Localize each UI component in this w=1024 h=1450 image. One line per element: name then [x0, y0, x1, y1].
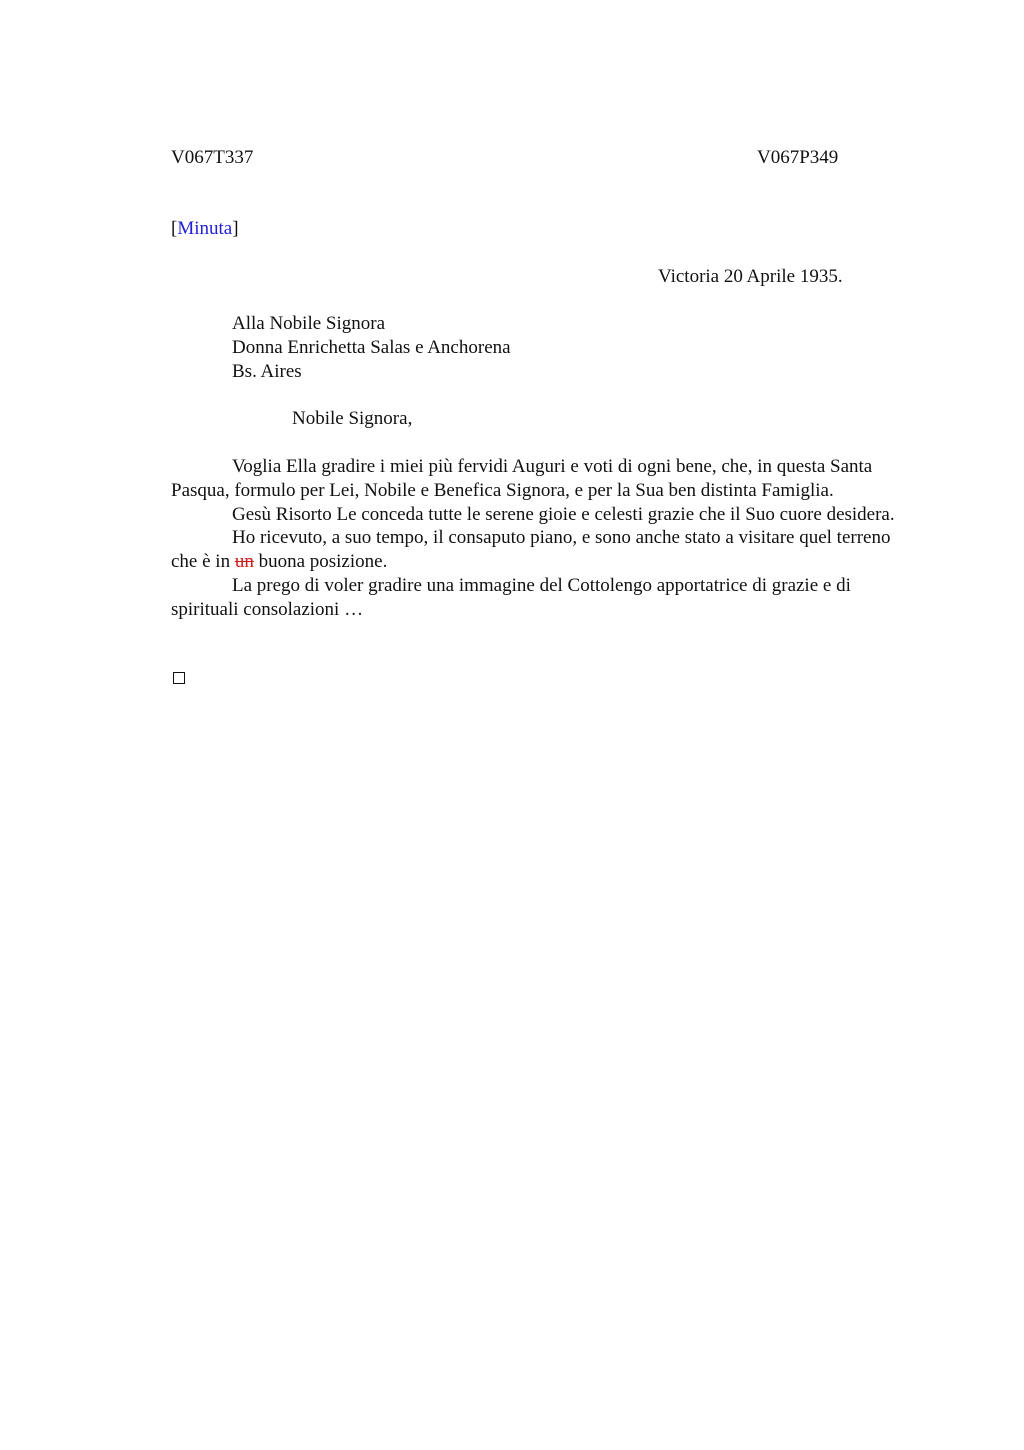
- letter-body: [171, 455, 911, 622]
- minuta-link[interactable]: Minuta: [177, 218, 233, 239]
- square-outline-icon: [173, 672, 185, 684]
- document-code-right: V067P349: [757, 147, 839, 168]
- paragraph-2: Gesù Risorto Le conceda tutte le serene gioie e celesti grazie che il Suo cuore desidera.: [232, 503, 895, 525]
- letter-date: Victoria 20 Aprile 1935.: [658, 266, 843, 287]
- document-code-left: V067T337: [171, 147, 254, 168]
- close-bracket: ]: [232, 218, 239, 239]
- open-bracket: [: [171, 218, 178, 239]
- paragraph-1: Voglia Ella gradire i miei più fervidi Auguri e voti di ogni bene, che, in questa Santa Pasqua, formulo per Lei, Nobile e Benefica Signora, e per la Sua ben distinta Famiglia.: [171, 456, 873, 501]
- paragraph-3-text-after: buona posizione.: [253, 551, 388, 573]
- paragraph-3-text-before: Ho ricevuto, a suo tempo, il consaputo piano, e sono anche stato a visitare quel terreno che è in: [171, 527, 891, 573]
- address-line-1: Alla Nobile Signora: [232, 313, 386, 334]
- address-line-3: Bs. Aires: [232, 361, 302, 382]
- address-line-2: Donna Enrichetta Salas e Anchorena: [232, 337, 511, 358]
- deleted-word: un: [234, 551, 254, 573]
- paragraph-4: La prego di voler gradire una immagine del Cottolengo apportatrice di grazie e di spirituali consolazioni …: [171, 574, 851, 620]
- salutation: Nobile Signora,: [292, 408, 413, 429]
- recipient-address: [232, 312, 511, 384]
- paragraph-3: [171, 526, 911, 574]
- minuta-note: [171, 217, 239, 241]
